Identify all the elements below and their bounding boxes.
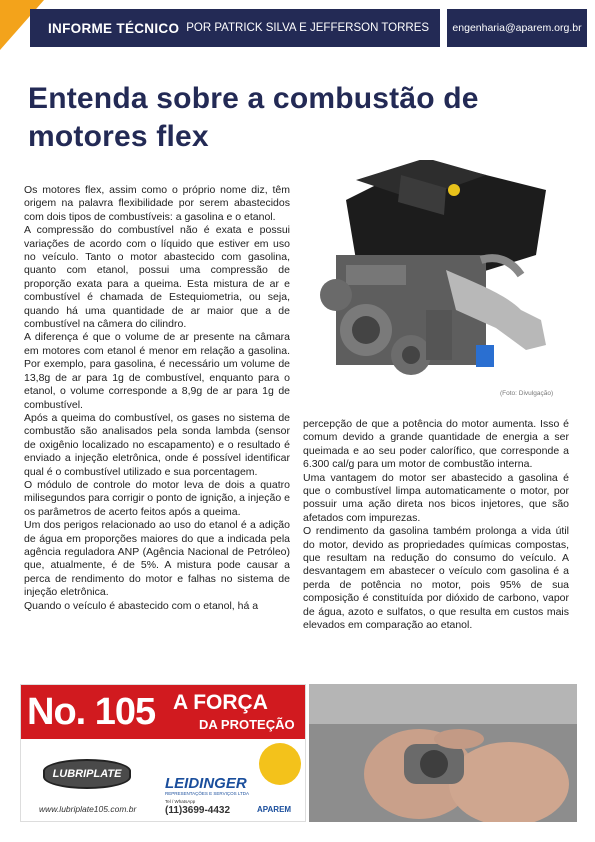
paragraph: Os motores flex, assim como o próprio nome diz, têm origem na palavra flexibilidade por serem abastecidos com dois tipos de combustíveis: a gasolina e o etanol. [24,184,290,223]
lubriplate-logo [43,759,131,789]
paragraph: percepção de que a potência do motor aumenta. Isso é comum devido a grande quantidade de energia a ser queimada e ao seu poder calorífico, que corresponde a 6.300 cal/g para um motor de combustão interna. [303,418,569,471]
photo-credit: (Foto: Divulgação) [500,390,554,397]
paragraph: Quando o veículo é abastecido com o etanol, há a [24,599,259,612]
leidinger-name: LEIDINGER [165,775,247,792]
leidinger-subtitle: REPRESENTAÇÕES E SERVIÇOS LTDA [165,791,250,796]
header-bar [30,9,440,47]
engine-photo [306,160,568,400]
article-title-line-1: Entenda sobre a combustão de [28,82,479,115]
hands-product-photo [309,684,577,822]
leidinger-phone: (11)3699-4432 [165,805,231,816]
paragraph: O rendimento da gasolina também prolonga a vida útil do motor, devido as propriedades químicas compostas, que resultam na redução do consumo do veículo. A desvantagem em abastecer o veículo com gasolina é a perda de potência no motor, pois 95% de sua composição é constituída por dióxido de carbono, vapor de água, azoto e sulfatos, o que resulta em custos mais elevados em comparação ao etanol. [303,525,569,632]
lubriplate-advertisement[interactable] [20,684,306,822]
article-title-line-2: motores flex [28,120,209,153]
paragraph: A diferença é que o volume de ar presente na câmara em motores com etanol é menor em relação a gasolina. Por exemplo, para gasolina, é necessário um volume de 13,8g de ar para 1g de combustível, enquanto para o etanol, o volume corresponde a 8,9g de ar para 1g de combustível. [24,331,290,411]
paragraph: A compressão do combustível não é exata e possui variações de acordo com o líquido que estiver em uso no veículo. Tanto o motor abastecido com gasolina, quanto com etanol, possui uma compressão de proporção exata para a queima. Esta mistura de ar e combustível é chamada de Estequiometria, ou seja, quando há uma quantidade de ar maior que a de combustível na câmera do cilindro. [24,224,290,331]
sun-logo-icon [259,743,301,785]
lubriplate-url[interactable]: www.lubriplate105.com.br [39,804,137,814]
article-column-left [24,184,290,613]
header-title: INFORME TÉCNICO [48,20,180,36]
header-authors: POR PATRICK SILVA E JEFFERSON TORRES [186,22,430,34]
lubriplate-logo-text: LUBRIPLATE [52,768,122,780]
ad-slogan-line-2: DA PROTEÇÃO [199,717,295,732]
aparem-logo: APAREM [257,805,292,814]
paragraph: Uma vantagem do motor ser abastecido a gasolina é que o combustível limpa automaticamente o motor, por possuir uma ação direta nos bicos injetores, que são afetados com impurezas. [303,471,569,524]
ad-product-number: No. 105 [27,691,156,733]
ad-slogan-line-1: A FORÇA [173,691,268,714]
paragraph: Após a queima do combustível, os gases no sistema de combustão são analisados pela sonda lambda (sensor de oxigênio localizado no escapamento) e o resultado é enviado a injeção eletrônica, onde é possível identificar qual é o combustível utilizado e sua porcentagem. [24,411,290,478]
header-email-box [447,9,587,47]
paragraph: Um dos perigos relacionado ao uso do etanol é a adição de água em proporções maiores do que a indicada pela agência reguladora ANP (Agência Nacional de Petróleo) que, atualmente, é de 5%. A mistura pode causar a perca de rendimento do motor e falhas no sistema de injeção eletrônica. [24,519,290,599]
article-column-right [303,418,569,633]
article-title [28,80,568,156]
header-email-link[interactable]: engenharia@aparem.org.br [452,22,582,34]
paragraph: O módulo de controle do motor leva de dois a quatro milisegundos para corrigir o ponto de ignição, a injeção e os parâmetros de acerto feitos após a queima. [24,478,290,518]
leidinger-phone-label: Tel / WhatsApp [165,799,196,804]
